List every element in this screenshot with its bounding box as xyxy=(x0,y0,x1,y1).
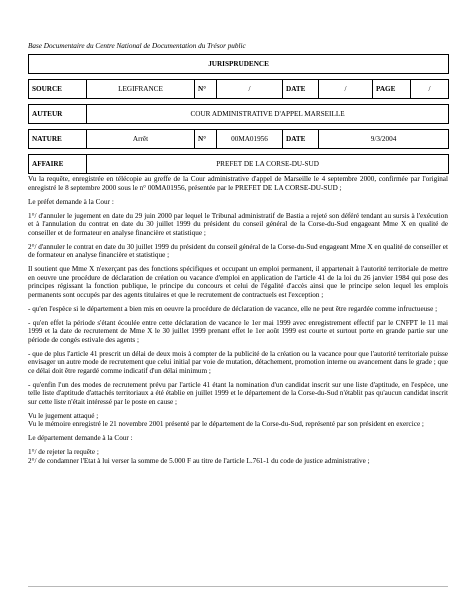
auteur-value: COUR ADMINISTRATIVE D'APPEL MARSEILLE xyxy=(87,105,449,124)
table-row-affaire xyxy=(29,155,449,174)
body-paragraph: - que de plus l'article 41 prescrit un délai de deux mois à compter de la publicité de la création ou la vacance pour que l'autorité territoriale puisse envisager un autre mode de recrutement que celui initial par voie de mutation, détachement, promotion interne ou avancement dans le grade ; que ce délai doit être regardé comme indicatif d'un délai minimum ; xyxy=(28,349,448,375)
body-paragraph: - qu'en l'espèce si le département a bien mis en oeuvre la procédure de déclaration de vacance, elle ne peut être regardée comme infructueuse ; xyxy=(28,304,438,313)
body-paragraph: 1°/ de rejeter la requête ; 2°/ de condamner l'Etat à lui verser la somme de 5.000 F au titre de l'article L.761-1 du code de justice administrative ; xyxy=(28,448,370,465)
document-source-line: Base Documentaire du Centre National de Documentation du Trésor public xyxy=(28,42,246,50)
body-paragraph: - qu'enfin l'un des modes de recrutement prévu par l'article 41 étant la nomination d'un candidat inscrit sur une liste d'aptitude, en l'espèce, une telle liste d'aptitude d'attachés territoriaux a été établie en juillet 1999 et le département de la Corse-du-Sud n'établit pas qu'aucun candidat inscrit sur cette liste n'était intéressé par le poste en cause ; xyxy=(28,380,448,406)
body-paragraph: 2°/ d'annuler le contrat en date du 30 juillet 1999 du président du conseil général de la Corse-du-Sud engageant Mme X en qualité de conseiller et de formateur en analyse financière et statistique ; xyxy=(28,242,448,259)
body-paragraph: Il soutient que Mme X n'exerçant pas des fonctions spécifiques et occupant un emploi permanent, il appartenait à l'autorité territoriale de mettre en oeuvre une procédure de déclaration de création ou vacance d'emploi en application de l'article 41 de la loi du 26 janvier 1984 qui pose des principes régissant la fonction publique, le principe du concours et celui de l'égalité d'accès ainsi que le principe selon lequel les emplois permanents sont occupés par des agents titulaires et que le recrutement de contractuels est l'exception ; xyxy=(28,265,448,299)
source-label: SOURCE xyxy=(29,80,87,99)
source-date-label: DATE xyxy=(283,80,319,99)
body-paragraph: Le préfet demande à la Cour : xyxy=(28,197,114,206)
source-value: LEGIFRANCE xyxy=(87,80,195,99)
nature-number-value: 00MA01956 xyxy=(217,130,283,149)
nature-number-label: N° xyxy=(195,130,217,149)
nature-value: Arrêt xyxy=(87,130,195,149)
table-row-source xyxy=(29,80,449,99)
footer-divider xyxy=(28,586,448,587)
source-page-label: PAGE xyxy=(373,80,411,99)
jurisprudence-table xyxy=(28,54,449,174)
body-paragraph: - qu'en effet la période s'étant écoulée entre cette déclaration de vacance le 1er mai 1999 avec enregistrement effectif par le CNFPT le 11 mai 1999 et la date de recrutement de Mme X le 30 juillet 1999 prenant effet le 1er août 1999 est courte et surtout porte en grande partie sur une période de congés estivale des agents ; xyxy=(28,318,448,344)
affaire-label: AFFAIRE xyxy=(29,155,87,174)
table-title-row xyxy=(29,55,449,74)
body-paragraph: Le département demande à la Cour : xyxy=(28,434,133,442)
table-row-auteur xyxy=(29,105,449,124)
body-paragraph: 1°/ d'annuler le jugement en date du 29 juin 2000 par lequel le Tribunal administratif de Bastia a rejeté son déféré tendant au sursis à l'exécution et à l'annulation du contrat en date du 30 juillet 1999 du président du conseil général de la Corse-du-Sud engageant Mme X en qualité de conseiller et de formateur en analyse financière et statistique ; xyxy=(28,211,448,237)
auteur-label: AUTEUR xyxy=(29,105,87,124)
body-paragraph: Vu la requête, enregistrée en télécopie au greffe de la Cour administrative d'appel de Marseille le 4 septembre 2000, confirmée par l'original enregistré le 8 septembre 2000 sous le n° 00MA01956, présentée par le PREFET DE LA CORSE-DU-SUD ; xyxy=(28,175,448,192)
source-number-value: / xyxy=(217,80,283,99)
nature-label: NATURE xyxy=(29,130,87,149)
nature-date-value: 9/3/2004 xyxy=(319,130,449,149)
source-date-value: / xyxy=(319,80,373,99)
nature-date-label: DATE xyxy=(283,130,319,149)
source-number-label: N° xyxy=(195,80,217,99)
table-row-nature xyxy=(29,130,449,149)
decision-body xyxy=(28,175,448,471)
body-paragraph: Vu le jugement attaqué ; Vu le mémoire enregistré le 21 novembre 2001 présenté par le département de la Corse-du-Sud, représenté par son président en exercice ; xyxy=(28,411,424,428)
table-title: JURISPRUDENCE xyxy=(29,55,449,74)
source-page-value: / xyxy=(411,80,449,99)
affaire-value: PREFET DE LA CORSE-DU-SUD xyxy=(87,155,449,174)
